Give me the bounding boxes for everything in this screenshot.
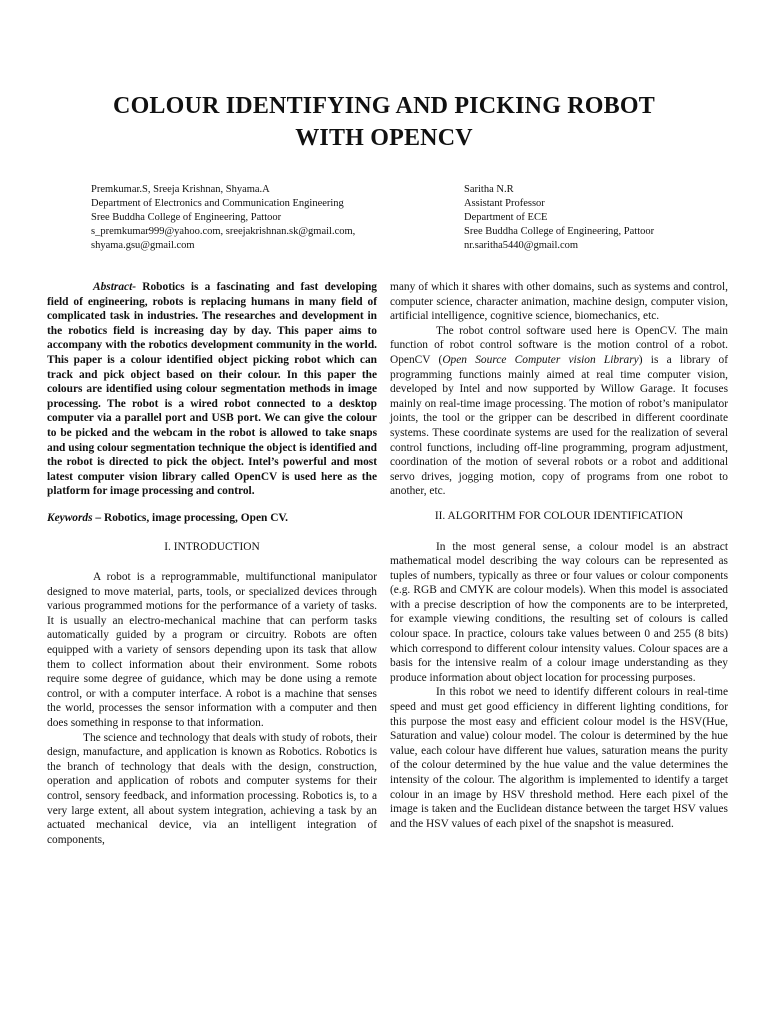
paper-title — [40, 90, 728, 154]
author-department: Department of Electronics and Communication Engineering — [91, 198, 344, 209]
section-heading-algorithm: II. ALGORITHM FOR COLOUR IDENTIFICATION — [434, 509, 684, 522]
opencv-text-part-2: ) is a library of programming functions mainly aimed at real time computer vision, developed by Intel and now supported by Willow Garage. It focuses mainly on real-time image processing. The motion of robot’s manipulator joints, the tool or the gripper can be described in different coordinate systems. These coordinate systems are used for the realization of several control functions, including off-line programming, program adjustment, coordination of the motion of several robots or a robot and additional servo drives, jogging motion, copy of programs from one robot to another, etc. — [390, 353, 728, 498]
algorithm-paragraph-1: In the most general sense, a colour model is an abstract mathematical model describing the way colours can be represented as tuples of numbers, typically as three or four values or colour components (e.g. RGB and CMYK are colour models). When this model is associated with a precise description of how the components are to be interpreted, for example viewing conditions, the resulting set of colours is called colour space. In practice, colours take values between 0 and 255 (8 bits) which correspond to different colour intensity values. Colour spaces are a basis for the intensive realm of a colour image understanding as they produce information about object location for processing purposes. — [390, 540, 728, 684]
keywords-label: Keywords — [47, 511, 93, 524]
author-emails-line-2: shyama.gsu@gmail.com — [91, 240, 195, 251]
abstract-label: Abstract- — [93, 281, 137, 293]
right-column — [390, 280, 728, 831]
author-position: Assistant Professor — [464, 198, 545, 209]
introduction-paragraph-2: The science and technology that deals with study of robots, their design, manufacture, and application is known as Robotics. Robotics is the branch of technology that deals with the design, construction, operation and application of robots and computer systems for their control, sensory feedback, and information processing. Robotics is, to a very large extent, all about system integration, achieving a task by an actuated mechanical device, via an intelligent integration of components, — [47, 731, 377, 846]
author-email: nr.saritha5440@gmail.com — [464, 240, 579, 251]
title-line-2: WITH OPENCV — [295, 125, 473, 151]
author-college: Sree Buddha College of Engineering, Pattoor — [464, 226, 655, 237]
opencv-paragraph — [390, 324, 728, 499]
opencv-full-name: Open Source Computer vision Library — [442, 353, 639, 366]
opencv-text-part-1: The robot control software used here is OpenCV. The main function of robot control software is the motion control of a robot. OpenCV ( — [390, 324, 728, 366]
left-column — [47, 280, 377, 847]
abstract-paragraph — [47, 280, 377, 499]
authors-block-left — [91, 183, 355, 253]
author-college: Sree Buddha College of Engineering, Pattoor — [91, 212, 282, 223]
author-emails-line-1: s_premkumar999@yahoo.com, sreejakrishnan.sk@gmail.com, — [91, 226, 356, 237]
author-name: Saritha N.R — [464, 184, 514, 195]
section-heading-introduction: I. INTRODUCTION — [164, 540, 260, 553]
author-names: Premkumar.S, Sreeja Krishnan, Shyama.A — [91, 184, 270, 195]
keywords-paragraph — [47, 511, 377, 526]
authors-block-right — [464, 183, 654, 253]
abstract-text: Robotics is a fascinating and fast developing field of engineering, robots is replacing humans in many field of complicated task in industries. The researches and development in the robotics field is increasing day by day. This paper aims to accompany with the robotics development community in the world. This paper is a colour identified object picking robot which can track and pick object based on their colour. In this paper the colours are identified using colour segmentation methods in image processing. The robot is a wired robot connected to a desktop computer via a parallel port and USB port. We can give the colour to be picked and the webcam in the robot is allowed to take snaps and using colour segmentation technique the object is identified and the robot is directed to pick the object. Intel’s powerful and most latest computer vision library called OpenCV is used here as the platform for image processing and control. — [47, 281, 377, 498]
author-department: Department of ECE — [464, 212, 548, 223]
title-line-1: COLOUR IDENTIFYING AND PICKING ROBOT — [113, 93, 655, 119]
keywords-text: – Robotics, image processing, Open CV. — [92, 511, 289, 524]
introduction-continued-paragraph: many of which it shares with other domains, such as systems and control, computer science, character animation, machine design, computer vision, artificial intelligence, cognitive science, biomechanics, etc. — [390, 281, 728, 323]
introduction-paragraph-1: A robot is a reprogrammable, multifunctional manipulator designed to move material, parts, tools, or specialized devices through various programmed motions for the performance of a variety of tasks. It is usually an electro-mechanical machine that can perform tasks automatically guided by a program or circuitry. Robots are often equipped with a variety of sensors depending upon its task that allow them to collect information about their environment. Some robots require some degree of guidance, which may be done using a remote control, or with a computer interface. A robot is a machine that senses the world, processes the sensor information with a computer and then does something in response to that information. — [47, 571, 377, 730]
algorithm-paragraph-2: In this robot we need to identify different colours in real-time speed and must get good efficiency in different lighting conditions, for this purpose the most easy and efficient colour model is the HSV(Hue, Saturation and value) colour model. The colour is determined by the hue value, each colour have different hue values, saturation means the purity of the colour determined by the hue value and the value determines the intensity of the colour. The algorithm is implemented to identify a target colour in an image by HSV threshold method. Here each pixel of the image is taken and the Euclidean distance between the target HSV values and the HSV values of each pixel of the snapshot is measured. — [390, 686, 728, 830]
